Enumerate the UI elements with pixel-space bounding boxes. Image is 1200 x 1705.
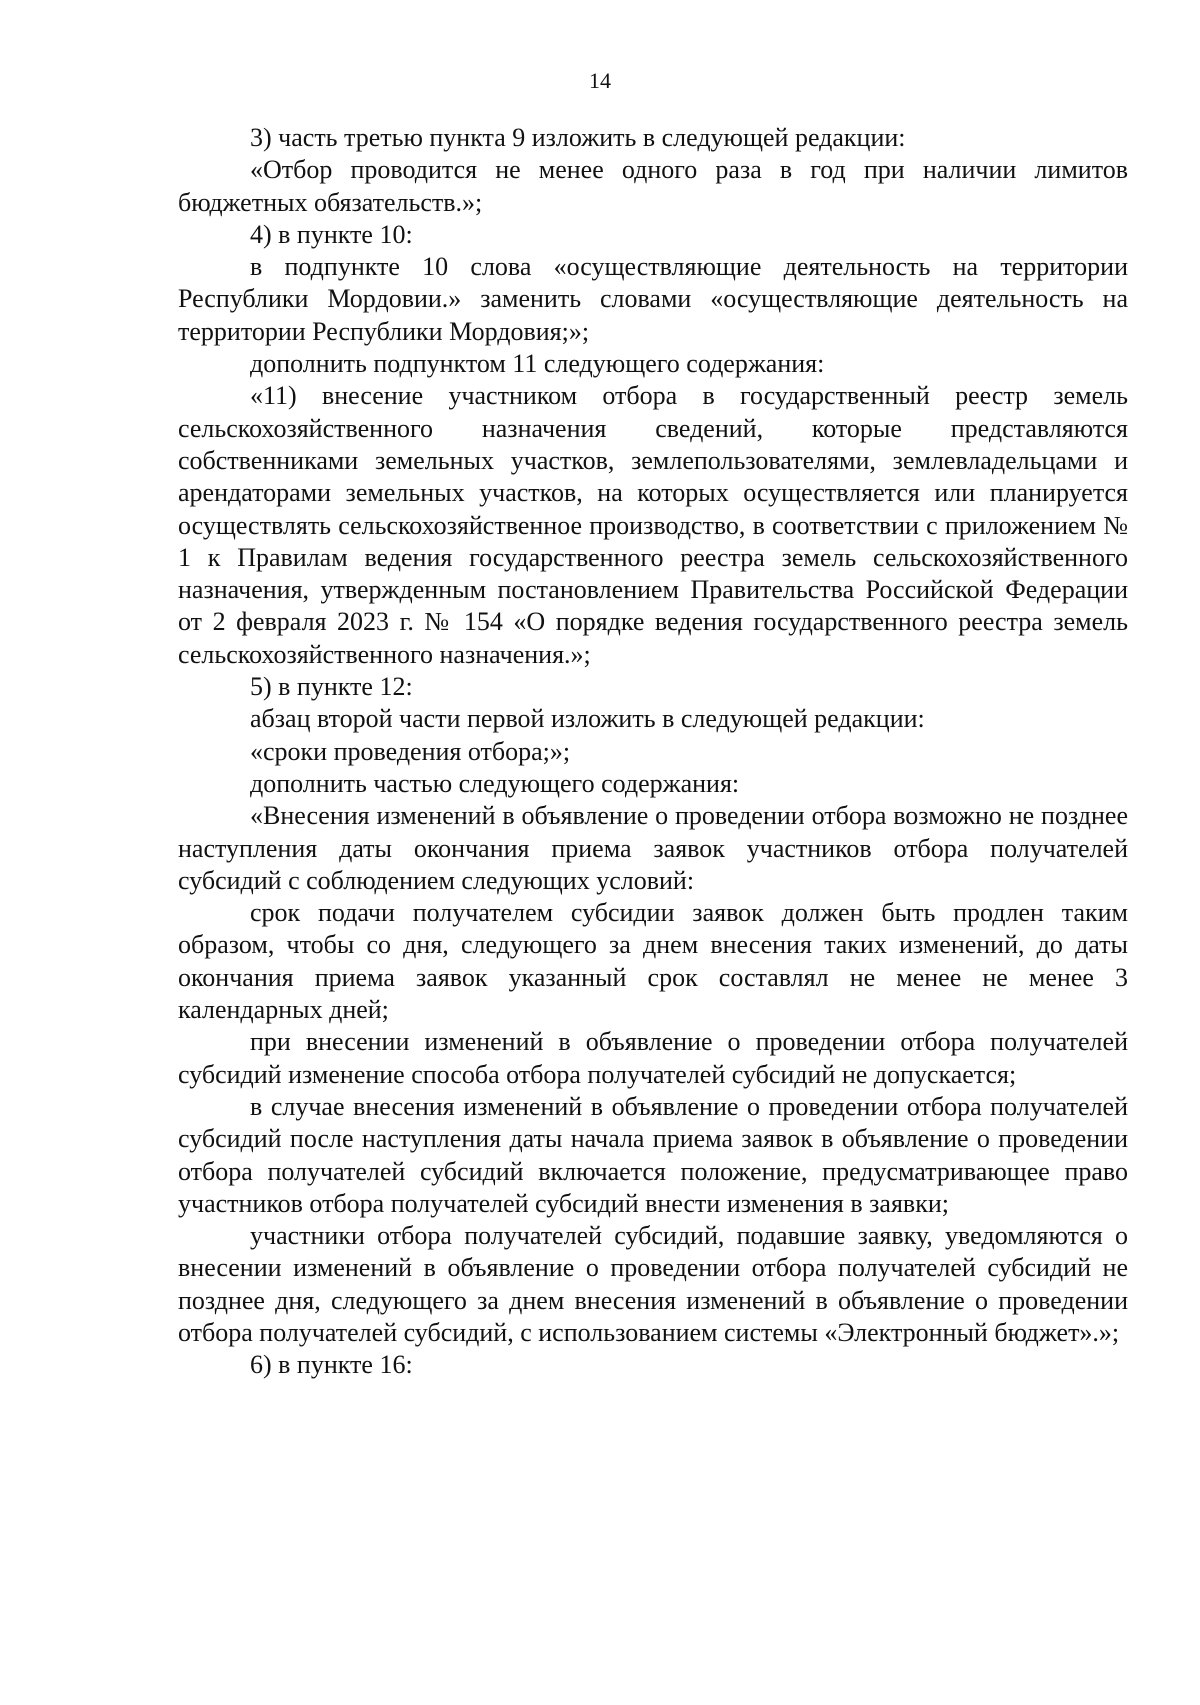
paragraph: абзац второй части первой изложить в следующей редакции: <box>250 704 925 734</box>
paragraph: дополнить подпунктом 11 следующего содержания: <box>250 349 825 379</box>
paragraph: в подпункте 10 слова «осуществляющие деятельность на территории Республики Мордовии.» заменить словами «осуществляющие деятельность на территории Республики Мордовия;»; <box>178 252 1128 346</box>
paragraph: 6) в пункте 16: <box>250 1350 413 1380</box>
page-number: 14 <box>589 68 611 93</box>
paragraph: 5) в пункте 12: <box>250 672 413 702</box>
paragraph: «11) внесение участником отбора в государственный реестр земель сельскохозяйственного назначения сведений, которые представляются собственниками земельных участков, землепользователями, землевладельцами и арендаторами земельных участков, на которых осуществляется или планируется осуществлять сельскохозяйственное производство, в соответствии с приложением № 1 к Правилам ведения государственного реестра земель сельскохозяйственного назначения, утвержденным постановлением Правительства Российской Федерации от 2 февраля 2023 г. № 154 «О порядке ведения государственного реестра земель сельскохозяйственного назначения.»; <box>178 381 1128 669</box>
paragraph: «сроки проведения отбора;»; <box>250 736 571 766</box>
paragraph: «Внесения изменений в объявление о проведении отбора возможно не позднее наступления даты окончания приема заявок участников отбора получателей субсидий с соблюдением следующих условий: <box>178 801 1128 895</box>
paragraph: «Отбор проводится не менее одного раза в год при наличии лимитов бюджетных обязательств.»; <box>178 155 1128 217</box>
paragraph: дополнить частью следующего содержания: <box>250 768 740 798</box>
paragraph: участники отбора получателей субсидий, подавшие заявку, уведомляются о внесении изменений в объявление о проведении отбора получателей субсидий не позднее дня, следующего за днем внесения изменений в объявление о проведении отбора получателей субсидий, с использованием системы «Электронный бюджет».»; <box>178 1221 1128 1347</box>
paragraph: 3) часть третью пункта 9 изложить в следующей редакции: <box>250 123 906 152</box>
document-body <box>178 122 1128 1382</box>
paragraph: срок подачи получателем субсидии заявок должен быть продлен таким образом, чтобы со дня, следующего за днем внесения таких изменений, до даты окончания приема заявок указанный срок составлял не менее не менее 3 календарных дней; <box>178 898 1128 1025</box>
paragraph: 4) в пункте 10: <box>250 219 413 249</box>
paragraph: при внесении изменений в объявление о проведении отбора получателей субсидий изменение способа отбора получателей субсидий не допускается; <box>178 1027 1128 1089</box>
paragraph: в случае внесения изменений в объявление о проведении отбора получателей субсидий после наступления даты начала приема заявок в объявление о проведении отбора получателей субсидий включается положение, предусматривающее право участников отбора получателей субсидий внести изменения в заявки; <box>178 1091 1128 1218</box>
